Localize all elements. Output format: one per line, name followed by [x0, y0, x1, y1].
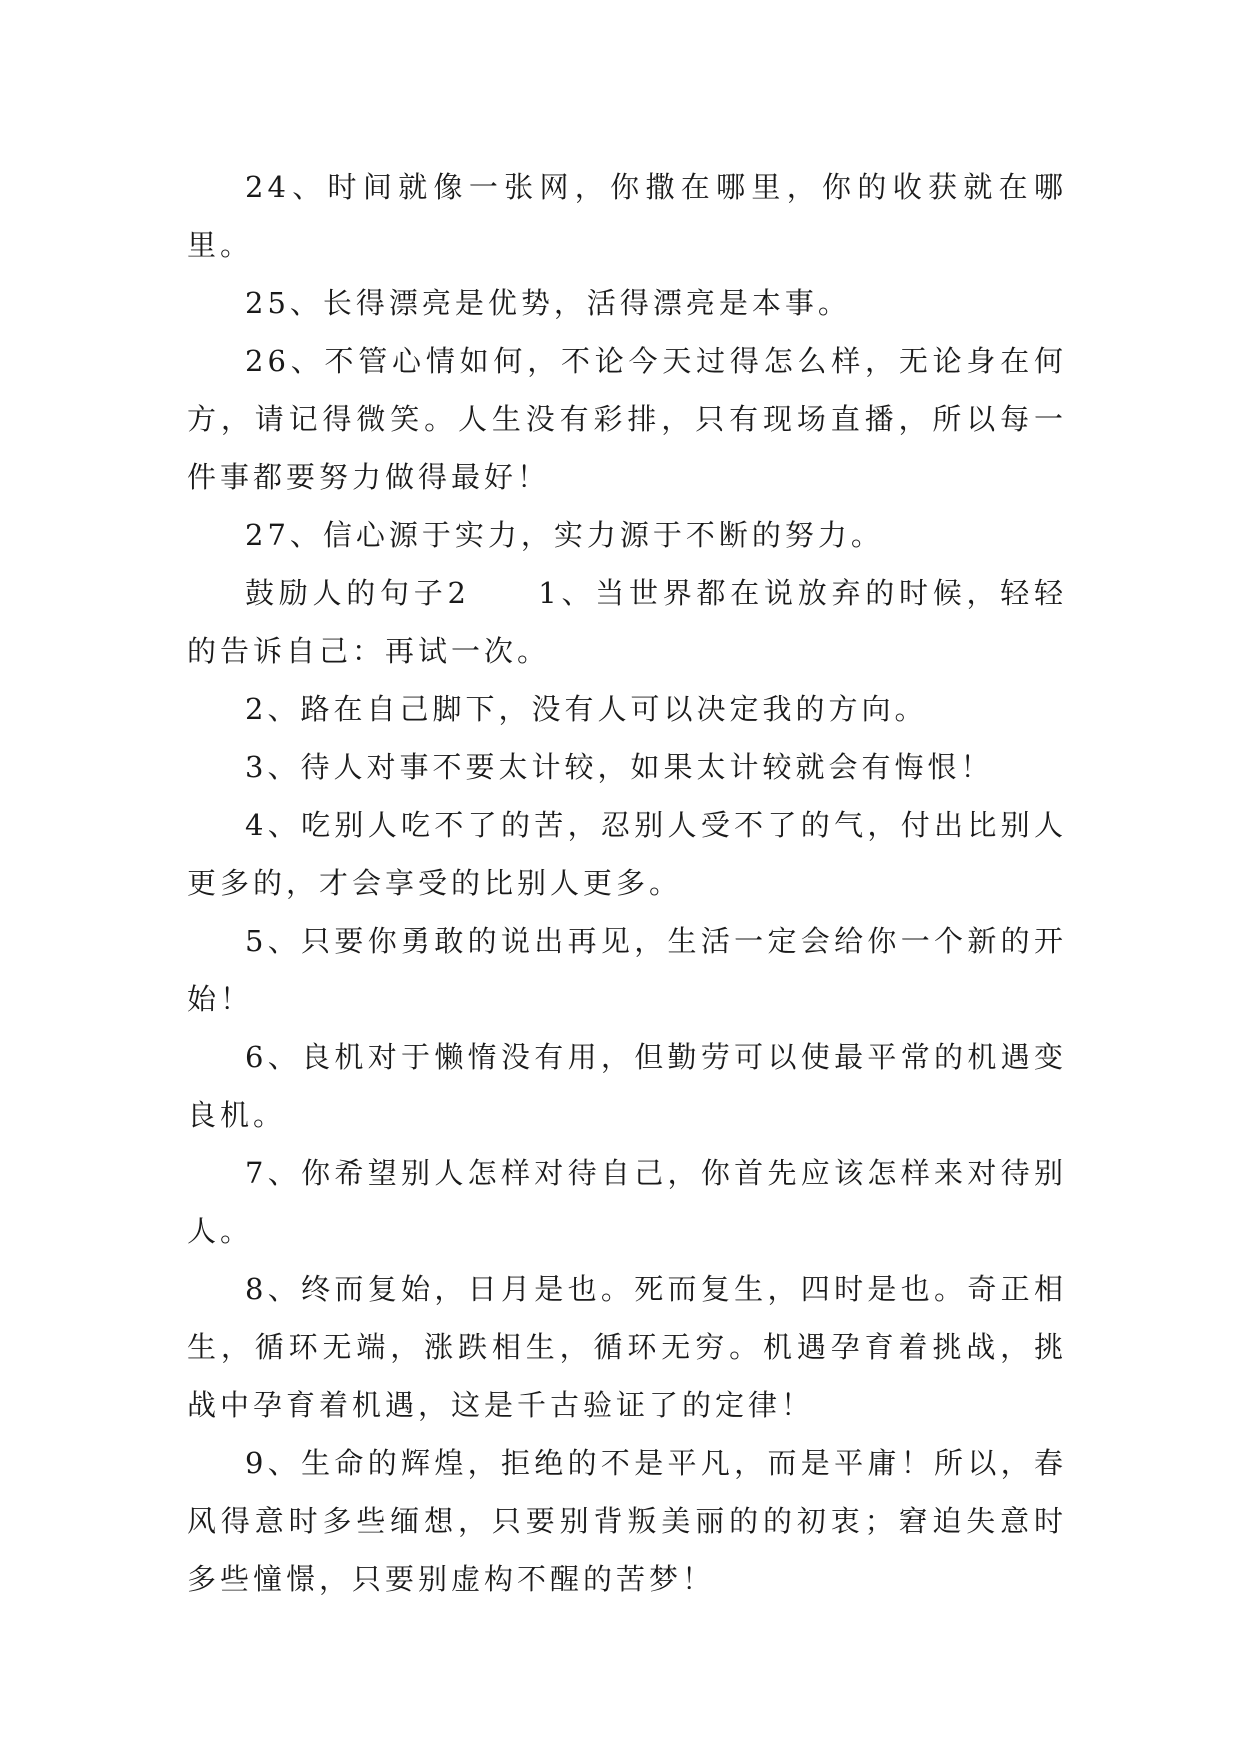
paragraph-2: 2、路在自己脚下，没有人可以决定我的方向。 [245, 692, 928, 726]
paragraph-6: 6、良机对于懒惰没有用，但勤劳可以使最平常的机遇变良机。 [187, 1040, 1067, 1132]
paragraph-24: 24、时间就像一张网，你撒在哪里，你的收获就在哪里。 [187, 170, 1067, 262]
paragraph-8: 8、终而复始，日月是也。死而复生，四时是也。奇正相生，循环无端，涨跌相生，循环无穷。机遇孕育着挑战，挑战中孕育着机遇，这是千古验证了的定律！ [187, 1272, 1067, 1422]
section-heading-paragraph: 鼓励人的句子2 1、当世界都在说放弃的时候，轻轻的告诉自己：再试一次。 [187, 576, 1067, 668]
paragraph-26: 26、不管心情如何，不论今天过得怎么样，无论身在何方，请记得微笑。人生没有彩排，只有现场直播，所以每一件事都要努力做得最好！ [187, 344, 1067, 494]
paragraph-5: 5、只要你勇敢的说出再见，生活一定会给你一个新的开始！ [187, 924, 1067, 1016]
document-body [187, 158, 1067, 1608]
paragraph-9: 9、生命的辉煌，拒绝的不是平凡，而是平庸！所以，春风得意时多些缅想，只要别背叛美丽的的初衷；窘迫失意时多些憧憬，只要别虚构不醒的苦梦！ [187, 1446, 1067, 1596]
paragraph-3: 3、待人对事不要太计较，如果太计较就会有悔恨！ [245, 750, 994, 784]
paragraph-7: 7、你希望别人怎样对待自己，你首先应该怎样来对待别人。 [187, 1156, 1067, 1248]
paragraph-4: 4、吃别人吃不了的苦，忍别人受不了的气，付出比别人更多的，才会享受的比别人更多。 [187, 808, 1067, 900]
paragraph-25: 25、长得漂亮是优势，活得漂亮是本事。 [245, 286, 851, 320]
paragraph-27: 27、信心源于实力，实力源于不断的努力。 [245, 518, 884, 552]
